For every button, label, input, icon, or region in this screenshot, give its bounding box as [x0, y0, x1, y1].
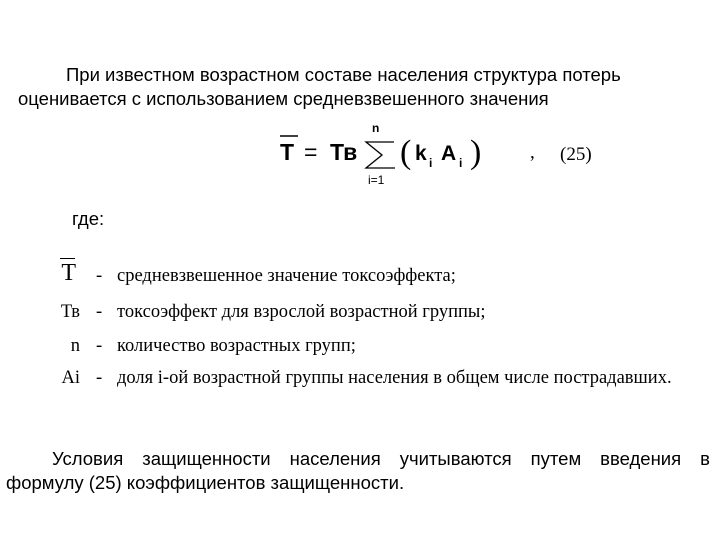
formula-sum-bottom: i=1	[368, 173, 385, 187]
intro-line-1: При известном возрастном составе населения структура потерь	[66, 64, 621, 85]
formula-a-sub: i	[459, 156, 463, 170]
definition-symbol: T	[61, 260, 76, 286]
where-label: где:	[72, 208, 105, 229]
definition-text: средневзвешенное значение токсоэффекта;	[117, 266, 456, 286]
formula-comma: ,	[530, 142, 535, 163]
intro-line-2: оценивается с использованием средневзвешенного значения	[18, 88, 549, 109]
definition-dash: -	[96, 368, 103, 388]
equation-number: (25)	[560, 144, 592, 165]
formula-a: A	[441, 142, 457, 165]
formula-k: k	[415, 142, 427, 165]
definition-symbol: n	[70, 336, 80, 356]
definition-text: количество возрастных групп;	[117, 336, 356, 356]
symbol-overline	[60, 258, 75, 259]
formula-tv: Тв	[330, 139, 358, 165]
formula-k-sub: i	[429, 156, 433, 170]
sigma-icon	[366, 142, 395, 168]
definition-symbol: Тв	[60, 302, 80, 322]
formula-close-paren: )	[470, 134, 482, 171]
outro-line-2: формулу (25) коэффициентов защищенности.	[6, 472, 405, 493]
definition-row	[0, 302, 720, 328]
definition-row	[0, 368, 720, 394]
formula-equals: =	[304, 139, 318, 165]
formula-25	[278, 116, 618, 188]
formula-open-paren: (	[400, 134, 412, 171]
definition-row	[0, 260, 720, 292]
definition-dash: -	[96, 302, 103, 322]
definition-dash: -	[96, 336, 103, 356]
formula-lhs: T	[280, 139, 295, 165]
formula-svg	[278, 116, 618, 188]
definition-text: доля i-ой возрастной группы населения в общем числе пострадавших.	[117, 368, 672, 388]
definition-row	[0, 336, 720, 362]
definition-text: токсоэффект для взрослой возрастной группы;	[117, 302, 486, 322]
formula-sum-top: n	[372, 121, 380, 135]
outro-line-1: Условия защищенности населения учитываются путем введения в	[52, 448, 710, 469]
definition-dash: -	[96, 266, 103, 286]
definition-symbol: Ai	[61, 368, 80, 388]
